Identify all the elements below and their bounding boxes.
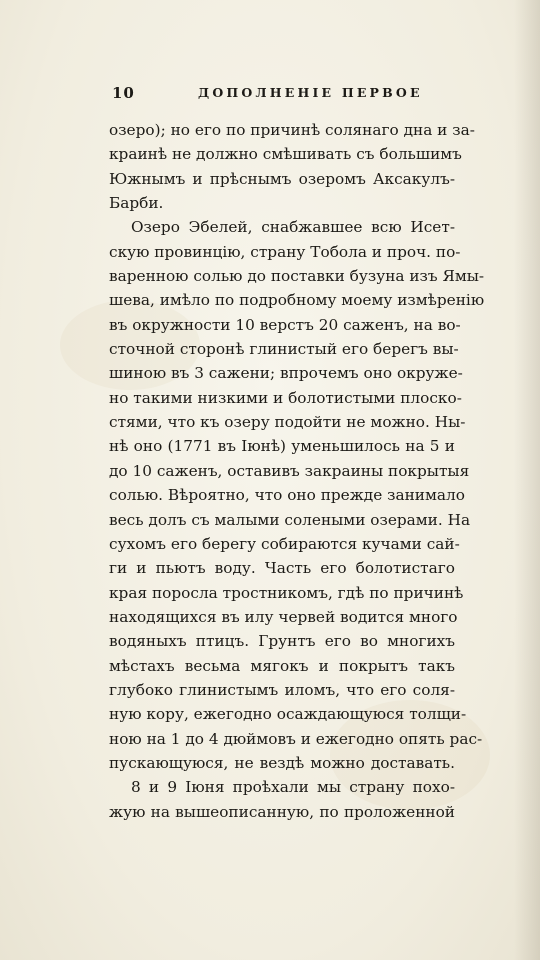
text-line: варенною солью до поставки бузуна изъ Ямы- [109,267,485,286]
text-line: водяныхъ птицъ. Грунтъ его во многихъ [109,632,455,651]
page-number: 10 [112,84,135,102]
running-head: ДОПОЛНЕНІЕ ПЕРВОЕ [198,85,423,100]
page-edge-shadow [514,0,540,960]
text-line: въ окружности 10 верстъ 20 саженъ, на во- [109,315,461,334]
text-line: весь долъ съ малыми солеными озерами. На [109,510,471,529]
text-line: до 10 саженъ, оставивъ закраины покрытыя [109,461,470,480]
text-line: края поросла тростникомъ, гдѣ по причинѣ [109,583,464,602]
text-line: 8 и 9 Іюня проѣхали мы страну похо- [131,778,455,797]
text-line: ги и пьютъ воду. Часть его болотистаго [109,559,455,578]
text-line: солью. Вѣроятно, что оно прежде занимало [109,486,465,505]
text-line: озеро); но его по причинѣ солянаго дна и за- [109,121,475,139]
text-line: мѣстахъ весьма мягокъ и покрытъ такъ [109,656,455,675]
body-text [109,118,485,824]
text-line: краинѣ не должно смѣшивать съ большимъ [109,145,462,164]
text-line: скую провинцію, страну Тобола и проч. по- [109,242,461,261]
text-line: Барби. [109,194,164,213]
text-line: сухомъ его берегу собираются кучами сай- [109,534,460,553]
text-line: Озеро Эбелей, снабжавшее всю Исет- [131,218,455,237]
text-line: находящихся въ илу червей водится много [109,607,458,626]
text-line: Южнымъ и прѣснымъ озеромъ Аксакулъ- [109,169,455,188]
text-line: ную кору, ежегодно осаждающуюся толщи- [109,705,467,724]
text-line: сточной сторонѣ глинистый его берегъ вы- [109,340,459,359]
text-line: пускающуюся, не вездѣ можно доставать. [109,753,455,772]
text-line: жую на вышеописанную, по проложенной [109,802,455,821]
text-line: нѣ оно (1771 въ Іюнѣ) уменьшилось на 5 и [109,437,455,456]
text-line: ною на 1 до 4 дюймовъ и ежегодно опять рас- [109,729,483,748]
text-line: но такими низкими и болотистыми плоско- [109,388,462,407]
text-line: стями, что къ озеру подойти не можно. Ны- [109,413,466,432]
text-line: глубоко глинистымъ иломъ, что его соля- [109,680,455,699]
text-line: шиною въ 3 сажени; впрочемъ оно окруже- [109,364,463,383]
page-header [112,84,442,106]
text-line: шева, имѣло по подробному моему измѣренію [109,291,485,310]
